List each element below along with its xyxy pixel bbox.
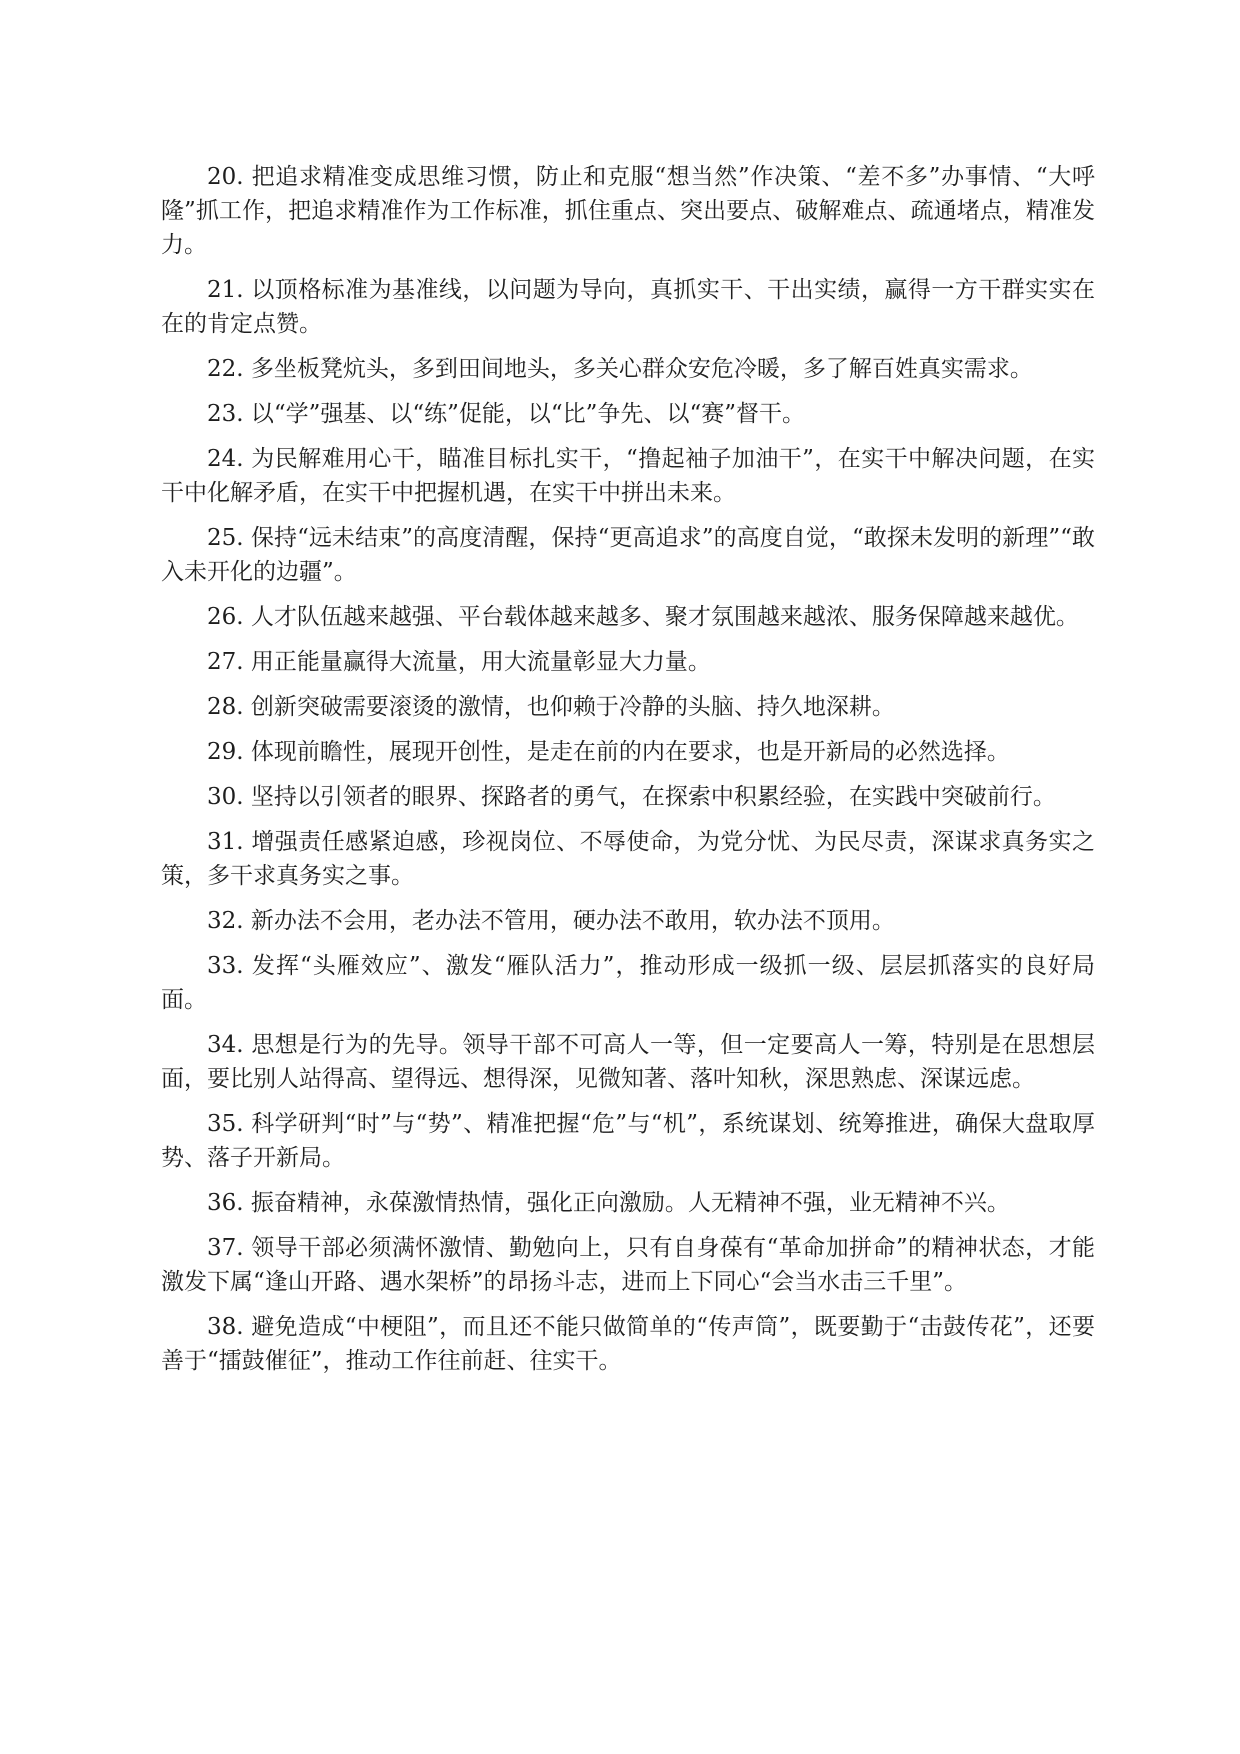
paragraph-22: 22. 多坐板凳炕头，多到田间地头，多关心群众安危冷暖，多了解百姓真实需求。: [207, 356, 1033, 382]
paragraph-30: 30. 坚持以引领者的眼界、探路者的勇气，在探索中积累经验，在实践中突破前行。: [207, 784, 1056, 810]
paragraph-27: 27. 用正能量赢得大流量，用大流量彰显大力量。: [207, 649, 711, 675]
paragraph-38: 38. 避免造成“中梗阻”，而且还不能只做简单的“传声筒”，既要勤于“击鼓传花”，还要善于“擂鼓催征”，推动工作往前赶、往实干。: [161, 1314, 1095, 1374]
paragraph-21: 21. 以顶格标准为基准线，以问题为导向，真抓实干、干出实绩，赢得一方干群实实在在的肯定点赞。: [161, 277, 1095, 337]
paragraph-32: 32. 新办法不会用，老办法不管用，硬办法不敢用，软办法不顶用。: [207, 908, 895, 934]
document-page: [161, 160, 1095, 1389]
paragraph-34: 34. 思想是行为的先导。领导干部不可高人一等，但一定要高人一筹，特别是在思想层面，要比别人站得高、望得远、想得深，见微知著、落叶知秋，深思熟虑、深谋远虑。: [161, 1032, 1095, 1092]
paragraph-25: 25. 保持“远未结束”的高度清醒，保持“更高追求”的高度自觉，“敢探未发明的新理”“敢入未开化的边疆”。: [161, 525, 1095, 585]
paragraph-24: 24. 为民解难用心干，瞄准目标扎实干，“撸起袖子加油干”，在实干中解决问题，在实干中化解矛盾，在实干中把握机遇，在实干中拼出未来。: [161, 446, 1095, 506]
paragraph-36: 36. 振奋精神，永葆激情热情，强化正向激励。人无精神不强，业无精神不兴。: [207, 1190, 1010, 1216]
paragraph-33: 33. 发挥“头雁效应”、激发“雁队活力”，推动形成一级抓一级、层层抓落实的良好局面。: [161, 953, 1095, 1013]
paragraph-23: 23. 以“学”强基、以“练”促能，以“比”争先、以“赛”督干。: [207, 401, 805, 427]
paragraph-31: 31. 增强责任感紧迫感，珍视岗位、不辱使命，为党分忧、为民尽责，深谋求真务实之策，多干求真务实之事。: [161, 829, 1095, 889]
paragraph-37: 37. 领导干部必须满怀激情、勤勉向上，只有自身葆有“革命加拼命”的精神状态，才能激发下属“逢山开路、遇水架桥”的昂扬斗志，进而上下同心“会当水击三千里”。: [161, 1235, 1095, 1295]
paragraph-20: 20. 把追求精准变成思维习惯，防止和克服“想当然”作决策、“差不多”办事情、“大呼隆”抓工作，把追求精准作为工作标准，抓住重点、突出要点、破解难点、疏通堵点，精准发力。: [161, 164, 1095, 258]
paragraph-26: 26. 人才队伍越来越强、平台载体越来越多、聚才氛围越来越浓、服务保障越来越优。: [207, 604, 1079, 630]
paragraph-29: 29. 体现前瞻性，展现开创性，是走在前的内在要求，也是开新局的必然选择。: [207, 739, 1010, 765]
paragraph-28: 28. 创新突破需要滚烫的激情，也仰赖于冷静的头脑、持久地深耕。: [207, 694, 895, 720]
paragraph-35: 35. 科学研判“时”与“势”、精准把握“危”与“机”，系统谋划、统筹推进，确保大盘取厚势、落子开新局。: [161, 1111, 1095, 1171]
